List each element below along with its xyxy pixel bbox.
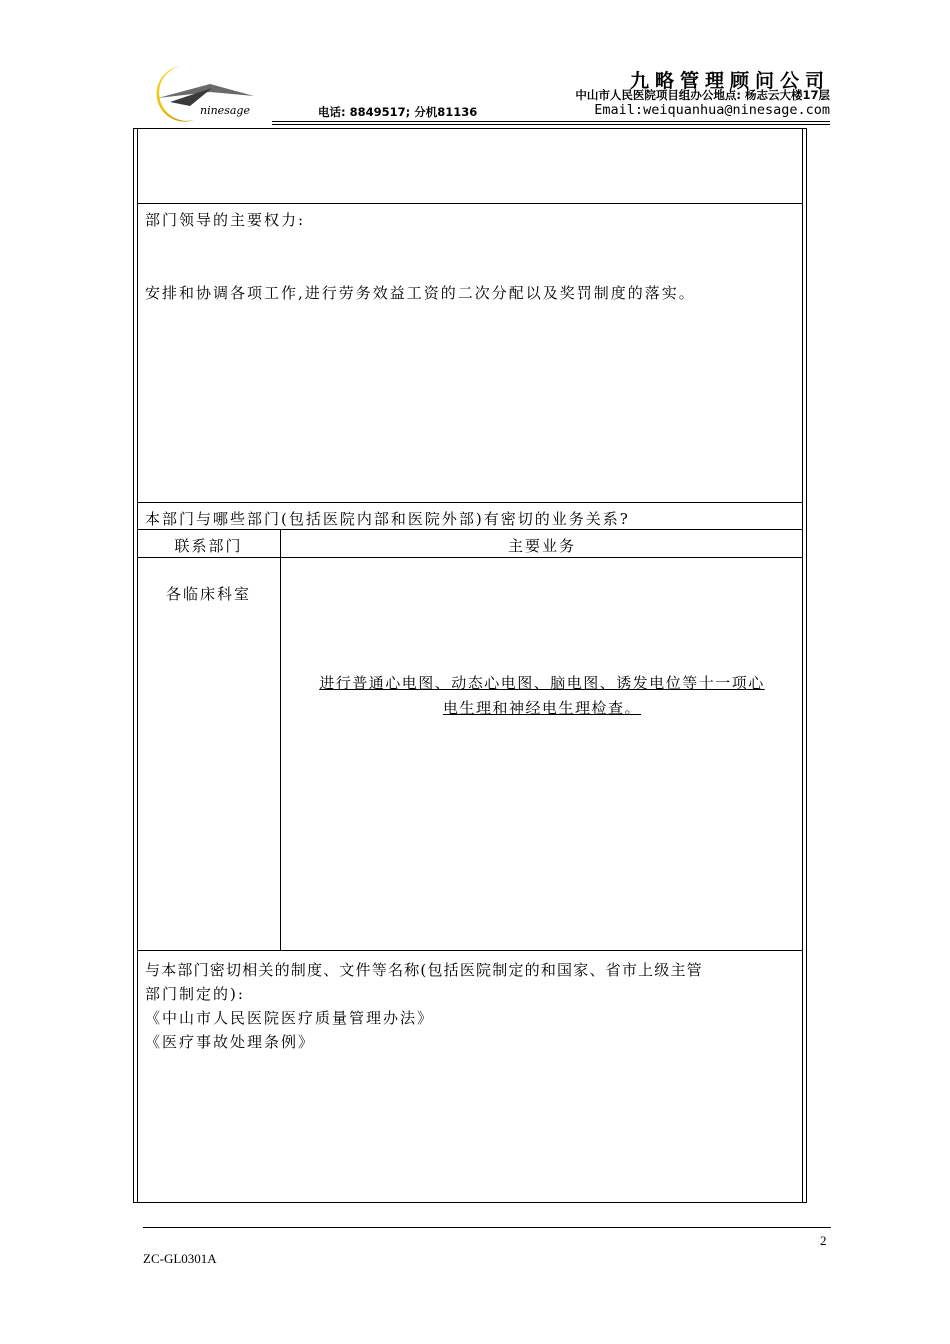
document-item: 《中山市人民医院医疗质量管理办法》 [145,1009,435,1027]
powers-text: 安排和协调各项工作,进行劳务效益工资的二次分配以及奖罚制度的落实。 [145,284,696,302]
row-divider [137,203,803,204]
document-item: 《医疗事故处理条例》 [145,1033,316,1051]
column-divider [280,529,281,950]
header-divider [272,121,830,122]
column-header-business: 主要业务 [507,537,576,555]
documents-label: 与本部门密切相关的制度、文件等名称(包括医院制定的和国家、省市上级主管 [145,961,703,979]
header-divider-double [272,124,830,125]
phone-info: 电话: 8849517; 分机81136 [318,105,478,119]
business-cell-line2: 电生理和神经电生理检查。 [442,699,641,717]
company-name: 九略管理顾问公司 [629,70,830,92]
footer-divider [143,1227,831,1228]
row-divider [137,502,803,503]
company-logo [150,58,270,128]
email-link[interactable]: Email:weiquanhua@ninesage.com [594,102,830,118]
office-address: 中山市人民医院项目组办公地点: 杨志云大楼17层 [575,88,830,102]
powers-label: 部门领导的主要权力: [145,211,306,229]
document-id: ZC-GL0301A [143,1251,217,1266]
row-divider [137,529,803,530]
svg-text:ninesage: ninesage [200,104,250,117]
department-cell: 各临床科室 [165,585,251,603]
page-number: 2 [820,1233,827,1248]
documents-label-cont: 部门制定的): [145,985,245,1003]
row-divider [137,950,803,951]
column-header-department: 联系部门 [174,537,243,555]
relations-question: 本部门与哪些部门(包括医院内部和医院外部)有密切的业务关系? [145,510,630,528]
row-divider [137,557,803,558]
business-cell-line1: 进行普通心电图、动态心电图、脑电图、诱发电位等十一项心 [319,674,765,692]
